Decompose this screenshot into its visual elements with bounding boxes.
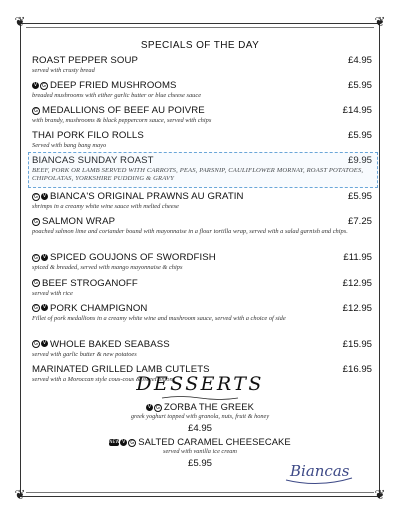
menu-item — [32, 252, 372, 277]
menu-item-description: served with garlic butter & new potatoes — [32, 350, 137, 358]
menu-item — [32, 191, 372, 216]
menu-item — [32, 303, 372, 339]
menu-item-name — [32, 278, 138, 289]
menu-item-name-text: THAI PORK FILO ROLLS — [32, 130, 144, 142]
menu-item-name — [32, 216, 115, 227]
gf-icon: G — [154, 404, 162, 412]
menu-item-name-text: DEEP FRIED MUSHROOMS — [50, 80, 177, 92]
corner-ornament-icon: ❦ — [374, 15, 386, 30]
menu-item-price: £7.25 — [347, 216, 372, 228]
menu-item-price: £5.95 — [347, 130, 372, 142]
menu-item-name — [32, 55, 138, 66]
dietary-icons — [32, 304, 48, 312]
corner-ornament-icon: ❦ — [14, 15, 26, 30]
corner-ornament-icon: ❦ — [374, 488, 386, 503]
gf-icon: G — [40, 82, 48, 90]
menu-item-name-text: SPICED GOUJONS OF SWORDFISH — [50, 252, 216, 264]
dietary-icons — [32, 193, 48, 201]
dessert-description: served with vanilla ice cream — [163, 448, 237, 455]
menu-item-description: served with crusty bread — [32, 67, 95, 74]
dietary-icons — [146, 404, 162, 412]
menu-item-name — [32, 252, 216, 263]
corner-ornament-icon: ❦ — [14, 488, 26, 503]
gf-icon: G — [32, 107, 40, 115]
v-icon: V — [42, 340, 47, 347]
menu-item-price: £9.95 — [347, 155, 372, 167]
svg-text:Biancas: Biancas — [290, 462, 350, 480]
frame-top-line — [20, 23, 380, 24]
menu-item-name-text: BIANCAS SUNDAY ROAST — [32, 155, 154, 167]
dietary-icons — [109, 439, 136, 447]
gf-icon: G — [32, 193, 40, 201]
menu-item-name-text: BIANCA'S ORIGINAL PRAWNS AU GRATIN — [50, 191, 244, 203]
dessert-price: £4.95 — [187, 422, 212, 434]
menu-item-description: Fillet of pork medallions in a creamy white wine and mushroom sauce, served with a choice of side — [32, 314, 286, 322]
menu-item-name — [32, 105, 205, 116]
menu-item-name — [32, 130, 144, 141]
frame-bottom-line — [20, 496, 380, 497]
specials-list — [32, 55, 372, 389]
v-icon: V — [33, 81, 38, 88]
dessert-description: greek yoghurt topped with granola, nuts, fruit & honey — [130, 413, 270, 420]
new-icon: NEW — [109, 439, 120, 445]
menu-item-price: £12.95 — [342, 277, 372, 289]
menu-item-price: £5.95 — [347, 80, 372, 92]
dietary-icons — [32, 82, 48, 90]
menu-item-price: £14.95 — [342, 105, 372, 117]
menu-item — [32, 55, 372, 80]
frame-top-inner-line — [26, 27, 374, 28]
menu-item-price: £15.95 — [342, 338, 372, 350]
v-icon: V — [121, 438, 126, 445]
menu-item — [32, 105, 372, 130]
menu-item-price: £4.95 — [347, 55, 372, 66]
menu-item — [32, 216, 372, 252]
menu-item — [32, 278, 372, 303]
menu-item-price: £11.95 — [343, 252, 372, 264]
v-icon: V — [147, 403, 152, 410]
dessert-price: £5.95 — [187, 457, 212, 469]
menu-item-name-text: WHOLE BAKED SEABASS — [50, 338, 170, 350]
menu-item-description: Served with bang bang mayo — [32, 142, 107, 150]
gf-icon: G — [128, 439, 136, 447]
menu-item — [32, 155, 372, 191]
dessert-item — [0, 401, 400, 434]
menu-item-name-text: BEEF STROGANOFF — [42, 277, 138, 289]
v-icon: V — [42, 192, 47, 199]
gf-icon: G — [32, 304, 40, 312]
menu-item-name-text: PORK CHAMPIGNON — [50, 302, 148, 314]
menu-item-name-text: MARINATED GRILLED LAMB CUTLETS — [32, 363, 210, 375]
menu-item — [32, 339, 372, 364]
menu-item-name — [32, 339, 170, 350]
menu-item-price: £5.95 — [347, 191, 372, 203]
dessert-name — [0, 436, 400, 447]
v-icon: V — [42, 253, 47, 260]
menu-item-price: £12.95 — [342, 302, 372, 314]
desserts-heading: DESSERTS — [136, 373, 264, 395]
menu-item-description: BEEF, PORK OR LAMB SERVED WITH CARROTS, PEAS, PARSNIP, CAULIFLOWER MORNAY, ROAST POTATOES, CHIPOLATAS, YORKSHIRE PUDDING & GRAVY — [32, 167, 364, 182]
dessert-name-text: SALTED CARAMEL CHEESECAKE — [138, 436, 291, 447]
frame-bottom-inner-line — [26, 492, 374, 493]
menu-item-name-text: MEDALLIONS OF BEEF AU POIVRE — [42, 105, 205, 117]
menu-item-name — [32, 303, 147, 314]
dietary-icons — [32, 279, 40, 287]
gf-icon: G — [32, 254, 40, 262]
menu-item-description: poached salmon lime and coriander bound with mayonnaise in a flour tortilla wrap, served with a salad garnish and chips. — [32, 228, 348, 236]
menu-item-description: served with a Moroccan style cous-cous & sweet onions — [32, 375, 176, 383]
dietary-icons — [32, 107, 40, 115]
gf-icon: G — [32, 340, 40, 348]
menu-item — [32, 80, 372, 105]
dessert-name-text: ZORBA THE GREEK — [164, 401, 254, 412]
menu-item-description: with brandy, mushrooms & black peppercorn sauce, served with chips — [32, 117, 212, 125]
v-icon: V — [42, 304, 47, 311]
menu-item-description: shrimps in a creamy white wine sauce with melted cheese — [32, 203, 179, 211]
dessert-name — [0, 401, 400, 412]
biancas-logo — [282, 458, 356, 488]
menu-item-description: breaded mushrooms with either garlic butter or blue cheese sauce — [32, 92, 202, 100]
menu-item-name-text: SALMON WRAP — [42, 216, 116, 228]
dietary-icons — [32, 254, 48, 262]
menu-item-name — [32, 191, 244, 202]
gf-icon: G — [32, 279, 40, 287]
dietary-icons — [32, 340, 48, 348]
menu-item-name-text: ROAST PEPPER SOUP — [32, 55, 139, 66]
menu-item-description: spiced & breaded, served with mango mayonnaise & chips — [32, 264, 183, 272]
dietary-icons — [32, 218, 40, 226]
menu-item-description: served with rice — [32, 289, 73, 297]
gf-icon: G — [32, 218, 40, 226]
menu-item-name — [32, 80, 177, 91]
page-title: SPECIALS OF THE DAY — [140, 40, 260, 51]
selection-box — [28, 152, 378, 188]
menu-item-price: £16.95 — [342, 363, 372, 375]
